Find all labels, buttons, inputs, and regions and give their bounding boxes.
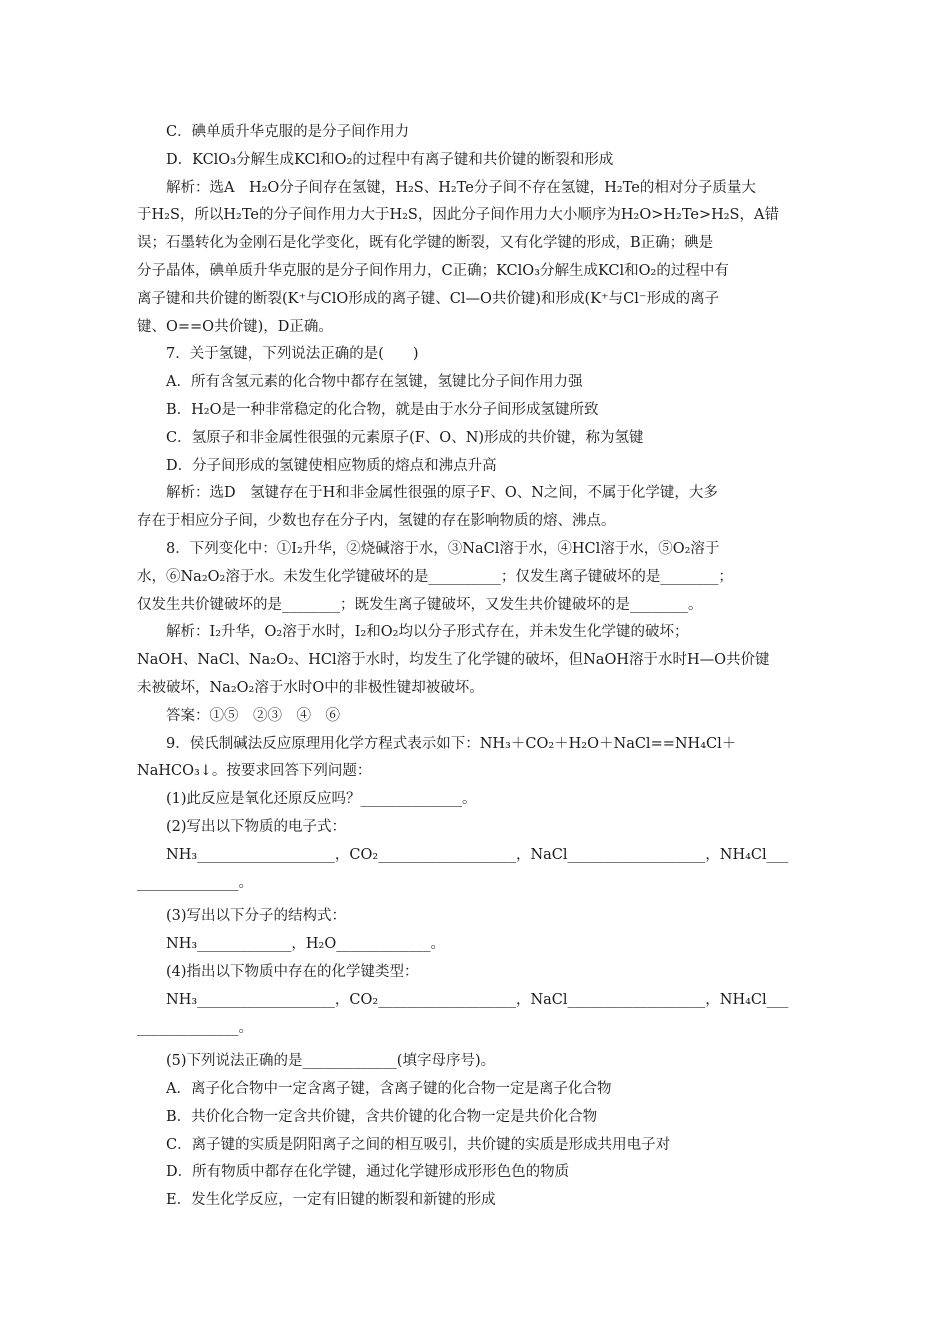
text-line-q7-a: A．所有含氢元素的化合物中都存在氢键，氢键比分子间作用力强 (166, 374, 583, 391)
text-line-q9-3-blanks: NH₃_____________，H₂O_____________。 (166, 936, 445, 953)
text-line-q6-analysis-1: 解析：选A H₂O分子间存在氢键，H₂S、H₂Te分子间不存在氢键，H₂Te的相对分子质量大 (166, 179, 756, 196)
text-line-q8-analysis-2: NaOH、NaCl、Na₂O₂、HCl溶于水时，均发生了化学键的破坏，但NaOH溶于水时H—O共价键 (137, 652, 770, 669)
text-line-q9-5-d: D．所有物质中都存在化学键，通过化学键形成形形色色的物质 (166, 1164, 570, 1181)
text-line-q7-analysis-1: 解析：选D 氢键存在于H和非金属性很强的原子F、O、N之间，不属于化学键，大多 (166, 485, 718, 502)
text-line-q6-analysis-2: 于H₂S，所以H₂Te的分子间作用力大于H₂S，因此分子间作用力大小顺序为H₂O>H₂Te>H₂S，A错 (137, 207, 779, 224)
text-line-q9-4-blanks: NH₃___________________，CO₂___________________，NaCl___________________，NH₄Cl___ (166, 991, 789, 1008)
text-line-q7-analysis-2: 存在于相应分子间，少数也存在分子内，氢键的存在影响物质的熔、沸点。 (137, 513, 616, 530)
text-line-q9-5-e: E．发生化学反应，一定有旧键的断裂和新键的形成 (166, 1192, 496, 1209)
text-line-q9-3: (3)写出以下分子的结构式： (166, 908, 347, 925)
text-line-q9-5-b: B．共价化合物一定含共价键，含共价键的化合物一定是共价化合物 (166, 1108, 598, 1125)
text-line-q6-analysis-5: 离子键和共价键的断裂(K⁺与ClO形成的离子键、Cl—O共价键)和形成(K⁺与Cl⁻形成的离子 (137, 290, 720, 307)
text-line-q6-analysis-3: 误；石墨转化为金刚石是化学变化，既有化学键的断裂，又有化学键的形成，B正确；碘是 (137, 235, 714, 252)
text-line-q8-analysis-3: 未被破坏，Na₂O₂溶于水时O中的非极性键却被破坏。 (137, 679, 484, 696)
text-line-q7-stem: 7．关于氢键，下列说法正确的是( ) (166, 346, 419, 363)
document-body (137, 119, 817, 1215)
text-line-q9-2-blanks-end: ______________。 (137, 874, 253, 891)
text-line-q9-1: (1)此反应是氧化还原反应吗？______________。 (166, 791, 477, 808)
text-line-q6-d: D．KClO₃分解生成KCl和O₂的过程中有离子键和共价键的断裂和形成 (166, 151, 614, 168)
text-line-q8-stem-3: 仅发生共价键破坏的是________；既发生离子键破坏，又发生共价键破坏的是________。 (137, 596, 703, 613)
text-line-q9-5-c: C．离子键的实质是阴阳离子之间的相互吸引，共价键的实质是形成共用电子对 (166, 1136, 671, 1153)
text-line-q9-4: (4)指出以下物质中存在的化学键类型： (166, 963, 419, 980)
text-line-q9-stem-2: NaHCO₃↓。按要求回答下列问题： (137, 763, 372, 780)
text-line-q6-analysis-4: 分子晶体，碘单质升华克服的是分子间作用力，C正确；KClO₃分解生成KCl和O₂的过程中有 (137, 262, 729, 279)
text-line-q7-c: C．氢原子和非金属性很强的元素原子(F、O、N)形成的共价键，称为氢键 (166, 429, 644, 446)
text-line-q7-b: B．H₂O是一种非常稳定的化合物，就是由于水分子间形成氢键所致 (166, 401, 599, 418)
text-line-q8-stem-1: 8．下列变化中：①I₂升华，②烧碱溶于水，③NaCl溶于水，④HCl溶于水，⑤O₂溶于 (166, 540, 720, 557)
text-line-q9-2: (2)写出以下物质的电子式： (166, 818, 347, 835)
text-line-q7-d: D．分子间形成的氢键使相应物质的熔点和沸点升高 (166, 457, 497, 474)
text-line-q8-answer: 答案：①⑤ ②③ ④ ⑥ (166, 707, 340, 724)
text-line-q8-stem-2: 水，⑥Na₂O₂溶于水。未发生化学键破坏的是__________；仅发生离子键破坏的是________； (137, 568, 733, 585)
text-line-q9-5: (5)下列说法正确的是_____________(填字母序号)。 (166, 1053, 496, 1070)
text-line-q6-analysis-6: 键、O==O共价键)，D正确。 (137, 318, 333, 335)
text-line-q9-2-blanks: NH₃___________________，CO₂___________________，NaCl___________________，NH₄Cl___ (166, 846, 789, 863)
text-line-q8-analysis-1: 解析：I₂升华，O₂溶于水时，I₂和O₂均以分子形式存在，并未发生化学键的破坏； (166, 624, 689, 641)
text-line-q9-4-blanks-end: ______________。 (137, 1019, 253, 1036)
text-line-q9-5-a: A．离子化合物中一定含离子键，含离子键的化合物一定是离子化合物 (166, 1081, 612, 1098)
text-line-q9-stem-1: 9．侯氏制碱法反应原理用化学方程式表示如下：NH₃＋CO₂＋H₂O＋NaCl==NH₄Cl＋ (166, 735, 737, 752)
text-line-q6-c: C．碘单质升华克服的是分子间作用力 (166, 124, 410, 140)
